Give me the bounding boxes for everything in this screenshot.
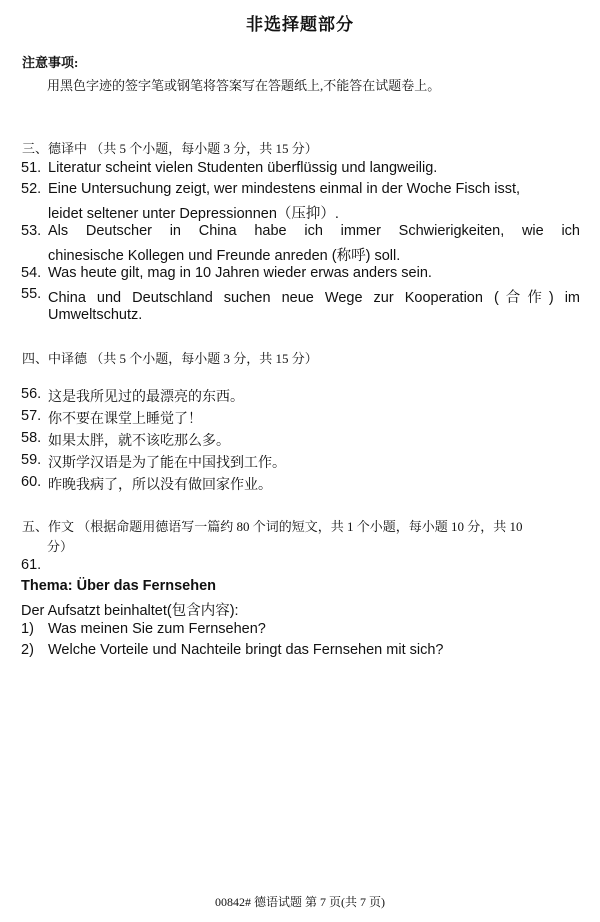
question-text: 这是我所见过的最漂亮的东西。: [48, 389, 244, 405]
essay-intro: Der Aufsatzt beinhaltet(包含内容):: [21, 603, 239, 619]
question-text-line1: Als Deutscher in China habe ich immer Schwierigkeiten, wie ich: [48, 223, 580, 239]
question-number: 51.: [21, 160, 42, 176]
question-number: 59.: [21, 452, 42, 468]
section-4-heading: 四、中译德 （共 5 个小题，每小题 3 分，共 15 分）: [22, 351, 318, 366]
essay-point-2: [21, 642, 581, 662]
essay-point-1: [21, 621, 581, 641]
question-text: 如果太胖，就不该吃那么多。: [48, 433, 230, 449]
question-59: [21, 452, 581, 472]
question-text-line2: chinesische Kollegen und Freunde anreden (称呼) soll.: [48, 248, 401, 264]
question-60: [21, 474, 581, 494]
section-3-heading: 三、德译中 （共 5 个小题，每小题 3 分，共 15 分）: [22, 141, 318, 156]
question-text: Literatur scheint vielen Studenten überflüssig und langweilig.: [48, 160, 438, 176]
point-number: 2): [21, 642, 34, 658]
point-number: 1): [21, 621, 34, 637]
question-54: [21, 265, 581, 285]
question-53: [21, 223, 581, 265]
section-5-heading-cont: 分）: [47, 539, 74, 554]
essay-topic: Thema: Über das Fernsehen: [21, 578, 216, 594]
question-text: 汉斯学汉语是为了能在中国找到工作。: [48, 455, 286, 471]
question-57: [21, 408, 581, 428]
page-footer: 00842# 德语试题 第 7 页(共 7 页): [215, 895, 385, 909]
page-title: 非选择题部分: [246, 15, 354, 34]
question-58: [21, 430, 581, 450]
question-text-line2: Umweltschutz.: [48, 307, 143, 323]
question-number: 56.: [21, 386, 42, 402]
question-text-line1: China und Deutschland suchen neue Wege zur Kooperation (合作) im: [48, 290, 580, 306]
question-text-line2: leidet seltener unter Depressionnen（压抑）.: [48, 206, 339, 222]
question-number: 55.: [21, 286, 42, 302]
question-56: [21, 386, 581, 406]
question-number: 54.: [21, 265, 42, 281]
question-text: Was heute gilt, mag in 10 Jahren wieder erwas anders sein.: [48, 265, 432, 281]
section-5-heading: 五、作文 （根据命题用德语写一篇约 80 个词的短文，共 1 个小题，每小题 10 分，共 10: [22, 519, 523, 534]
question-61-number: 61.: [21, 557, 42, 573]
question-number: 52.: [21, 181, 42, 197]
point-text: Welche Vorteile und Nachteile bringt das Fernsehen mit sich?: [48, 642, 444, 658]
notice-text: 用黑色字迹的签字笔或钢笔将答案写在答题纸上,不能答在试题卷上。: [47, 78, 441, 93]
question-number: 57.: [21, 408, 42, 424]
question-text: 你不要在课堂上睡觉了！: [48, 411, 202, 427]
notice-heading: 注意事项:: [22, 55, 79, 70]
question-52: [21, 181, 581, 223]
question-text-line1: Eine Untersuchung zeigt, wer mindestens einmal in der Woche Fisch isst,: [48, 181, 521, 197]
question-number: 60.: [21, 474, 42, 490]
point-text: Was meinen Sie zum Fernsehen?: [48, 621, 266, 637]
question-number: 53.: [21, 223, 42, 239]
question-51: [21, 160, 581, 180]
question-number: 58.: [21, 430, 42, 446]
question-55: [21, 286, 581, 328]
question-text: 昨晚我病了，所以没有做回家作业。: [48, 477, 272, 493]
